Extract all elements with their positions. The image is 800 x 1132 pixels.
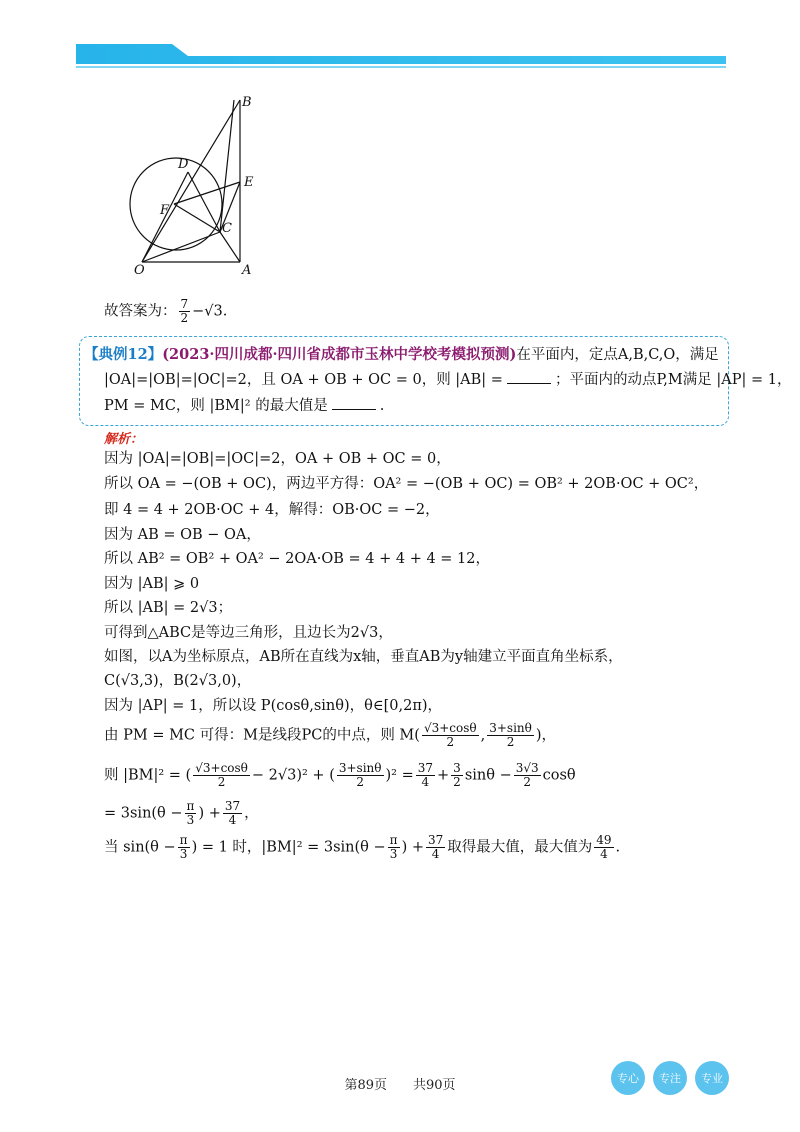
geometry-figure: [118, 92, 288, 278]
badge-3: 专业: [701, 1072, 723, 1085]
answer-prefix: 故答案为：: [104, 303, 177, 320]
solution-line-9: 如图，以A为坐标原点，AB所在直线为x轴，垂直AB为y轴建立平面直角坐标系，: [104, 649, 623, 665]
solution-line-10: C(√3,3)，B(2√3,0)，: [104, 673, 252, 689]
solution-line-7: 所以 |AB| = 2√3；: [104, 600, 233, 616]
label-A: A: [242, 263, 252, 278]
answer-blank-1: [507, 383, 551, 384]
example-line-1: [84, 345, 719, 365]
solution-line-11: 因为 |AP| = 1，所以设 P(cosθ,sinθ)，θ∈[0,2π)，: [104, 698, 443, 714]
solution-bm-line: 则 |BM|² = ( $\frac{√3+\cos\theta}{2}$ − 2√3)² + ( $\frac{3+\sin\theta}{2}$ )² = $\frac{37}{4}$ + $\frac{3}{2}$ sinθ − $\frac{3√3}{2}$ cosθ: [104, 761, 576, 789]
badge-1: 专心: [617, 1072, 639, 1085]
answer-suffix: −√3.: [192, 303, 228, 320]
solution-line-5: 所以 AB² = OB² + OA² − 2OA·OB = 4 + 4 + 4 = 12，: [104, 551, 491, 567]
solution-line-1: 因为 |OA|=|OB|=|OC|=2，OA + OB + OC = 0，: [104, 451, 451, 467]
answer-line: [104, 298, 227, 325]
example-line-2: |OA|=|OB|=|OC|=2，且 OA + OB + OC = 0，则 |AB| = ；平面内的动点P,M满足 |AP| = 1，: [104, 372, 792, 388]
example-line-3: PM = MC，则 |BM|² 的最大值是 .: [104, 398, 385, 414]
solution-line-4: 因为 AB = OB − OA，: [104, 527, 261, 543]
solution-last-line: 当 sin(θ − $\frac{\pi}{3}$ ) = 1 时，|BM|² = 3sin(θ − $\frac{\pi}{3}$ ) + $\frac{37}{4}$ 取得最大值，最大值为 $\frac{49}{4}$ .: [104, 833, 621, 861]
example-tag: 【典例12】: [84, 346, 163, 363]
example-source: (2023·四川成都·四川省成都市玉林中学校考模拟预测): [162, 346, 517, 363]
solution-line-8: 可得到△ABC是等边三角形，且边长为2√3，: [104, 625, 393, 641]
solution-eq2-line: = 3sin(θ − $\frac{\pi}{3}$ ) + $\frac{37}{4}$ ，: [104, 799, 259, 827]
page-footer: 第89页 共90页: [344, 1078, 456, 1093]
label-B: B: [242, 95, 252, 110]
label-D: D: [178, 157, 189, 172]
answer-frac: $\frac{7}{2}$: [180, 297, 189, 325]
label-F: F: [160, 203, 170, 218]
label-E: E: [244, 175, 254, 190]
label-O: O: [134, 263, 145, 278]
label-C: C: [222, 221, 232, 236]
answer-blank-2: [332, 409, 376, 410]
footer-badges: [610, 1060, 730, 1096]
solution-m-line: 由 PM = MC 可得：M是线段PC的中点，则 M( $\frac{√3+\cos\theta}{2}$ , $\frac{3+\sin\theta}{2}$ )，: [104, 721, 557, 749]
badge-2: 专注: [659, 1072, 681, 1085]
example-line1-text: 在平面内，定点A,B,C,O，满足: [516, 347, 719, 363]
solution-line-2: 所以 OA = −(OB + OC)，两边平方得：OA² = −(OB + OC) = OB² + 2OB·OC + OC²，: [104, 476, 709, 492]
header-bar: [76, 44, 726, 70]
solution-line-6: 因为 |AB| ⩾ 0: [104, 576, 200, 592]
solution-line-3: 即 4 = 4 + 2OB·OC + 4，解得：OB·OC = −2，: [104, 502, 440, 518]
solution-label: 解析：: [104, 432, 144, 447]
